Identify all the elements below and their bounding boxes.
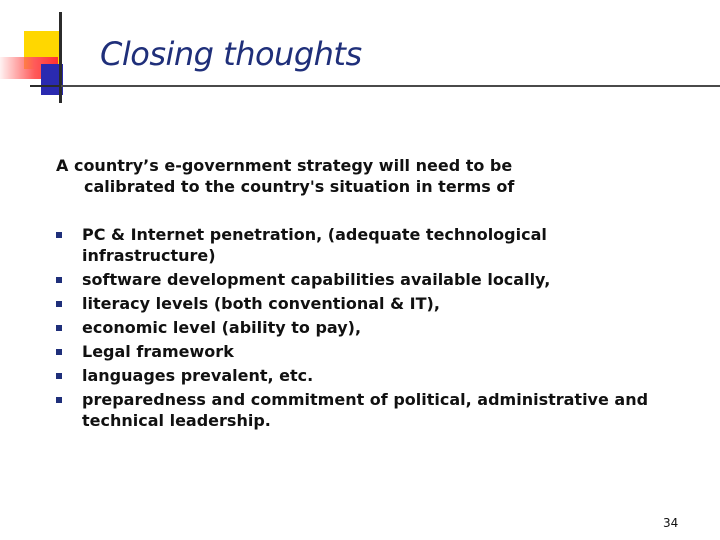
list-item-text: software development capabilities available locally, [82,270,551,289]
title-underline [61,85,720,87]
list-item-text: economic level (ability to pay), [82,318,362,337]
list-item-text: literacy levels (both conventional & IT), [82,294,440,313]
list-item-text: PC & Internet penetration, (adequate technological infrastructure) [82,225,547,265]
intro-line-1: A country’s e-government strategy will need to be [56,156,513,175]
decorative-logo [0,0,100,110]
list-item [56,224,656,266]
square-bullet-icon [56,373,62,379]
slide-title: Closing thoughts [100,35,362,73]
intro-text [56,155,616,197]
intro-line-2: calibrated to the country's situation in terms of [84,177,515,196]
page-number: 34 [663,516,679,530]
list-item-text: preparedness and commitment of political, administrative and technical leadership. [82,390,649,430]
square-bullet-icon [56,232,62,238]
square-bullet-icon [56,397,62,403]
list-item [56,293,656,314]
list-item-text: Legal framework [82,342,234,361]
list-item [56,389,656,431]
list-item [56,365,656,386]
logo-vertical-line [59,12,62,103]
list-item-text: languages prevalent, etc. [82,366,314,385]
bullet-list [56,224,656,434]
square-bullet-icon [56,301,62,307]
square-bullet-icon [56,277,62,283]
square-bullet-icon [56,325,62,331]
square-bullet-icon [56,349,62,355]
list-item [56,269,656,290]
list-item [56,317,656,338]
list-item [56,341,656,362]
